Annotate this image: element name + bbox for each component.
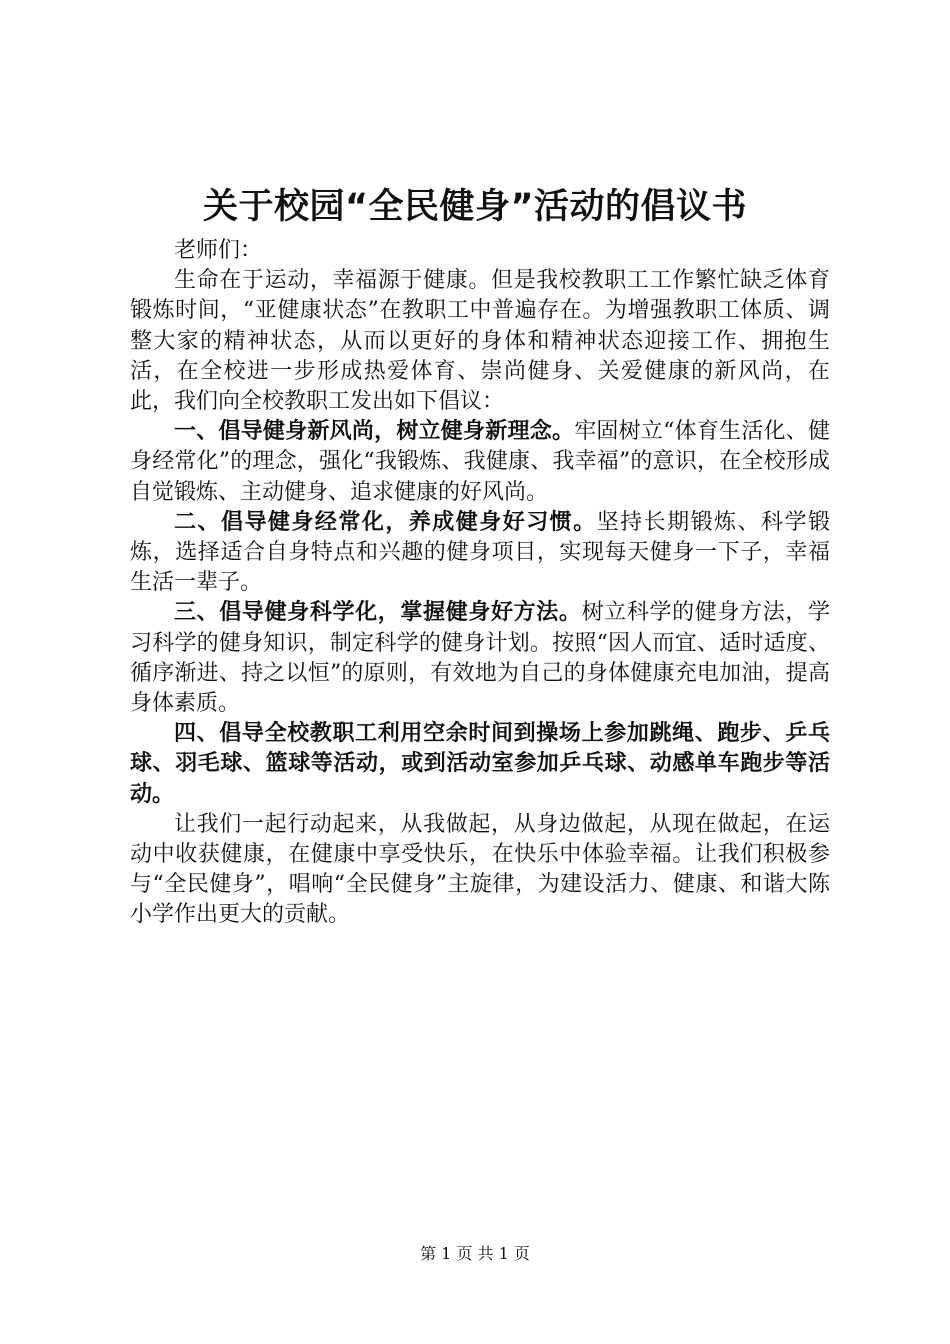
page-footer: 第 1 页 共 1 页 <box>420 1244 530 1263</box>
document-title: 关于校园“全民健身”活动的倡议书 <box>202 187 747 227</box>
salutation: 老师们： <box>174 238 263 263</box>
proposal-item-2-text: 坚持长期锻炼、科学锻炼，选择适合自身特点和兴趣的健身项目，实现每天健身一下子，幸福生活一辈子。 <box>130 509 830 596</box>
proposal-item-2 <box>130 508 830 599</box>
proposal-item-3 <box>130 598 830 719</box>
proposal-item-3-text: 树立科学的健身方法，学习科学的健身知识，制定科学的健身计划。按照“因人而宜、适时适度、循序渐进、持之以恒”的原则，有效地为自己的身体健康充电加油，提高身体素质。 <box>130 600 830 717</box>
proposal-item-3-lead: 三、倡导健身科学化，掌握健身好方法。 <box>174 600 582 626</box>
intro-paragraph: 生命在于运动，幸福源于健康。但是我校教职工工作繁忙缺乏体育锻炼时间，“亚健康状态”在教职工中普遍存在。为增强教职工体质、调整大家的精神状态，从而以更好的身体和精神状态迎接工作、拥抱生活，在全校进一步形成热爱体育、崇尚健身、关爱健康的新风尚，在此，我们向全校教职工发出如下倡议： <box>130 268 830 415</box>
document-body <box>130 236 830 931</box>
proposal-item-1-text: 牢固树立“体育生活化、健身经常化”的理念，强化“我锻炼、我健康、我幸福”的意识，在全校形成自觉锻炼、主动健身、追求健康的好风尚。 <box>130 419 830 505</box>
proposal-item-1 <box>130 417 830 508</box>
proposal-item-4: 四、倡导全校教职工利用空余时间到操场上参加跳绳、跑步、乒乓球、羽毛球、篮球等活动，或到活动室参加乒乓球、动感单车跑步等活动。 <box>130 721 830 807</box>
closing-paragraph: 让我们一起行动起来，从我做起，从身边做起，从现在做起，在运动中收获健康，在健康中享受快乐，在快乐中体验幸福。让我们积极参与“全民健身”，唱响“全民健身”主旋律，为建设活力、健康、和谐大陈小学作出更大的贡献。 <box>130 811 830 928</box>
proposal-item-1-lead: 一、倡导健身新风尚，树立健身新理念。 <box>174 419 575 445</box>
proposal-item-2-lead: 二、倡导健身经常化，养成健身好习惯。 <box>174 509 597 535</box>
